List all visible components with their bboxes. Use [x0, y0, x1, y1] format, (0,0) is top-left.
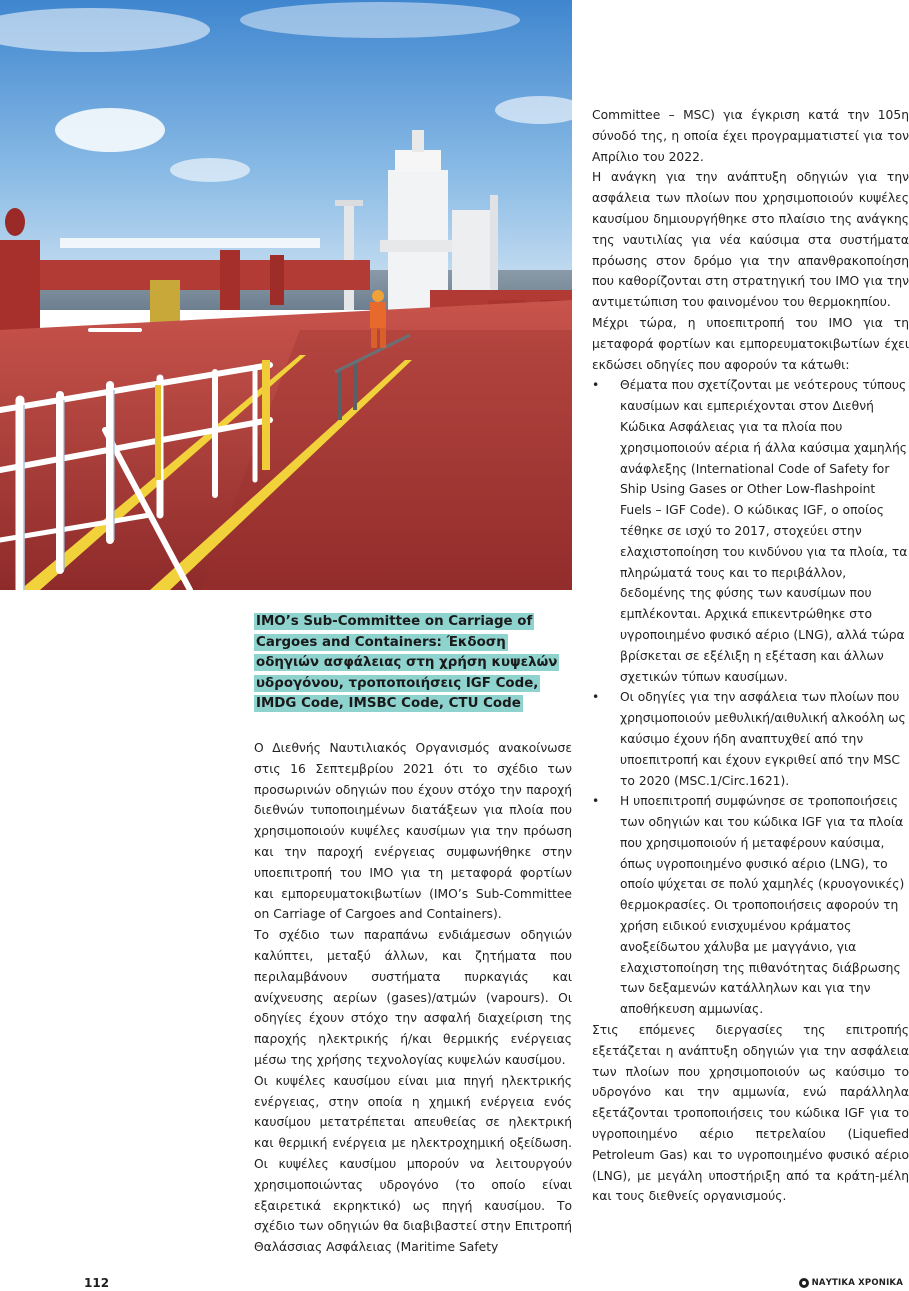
- headline-highlight: IMO’s Sub-Committee on Carriage of Cargoes and Containers: Έκδοση οδηγιών ασφάλειας στη χρήση κυψελών υδρογόνου, τροποποιήσεις IGF Code, IMDG Code, IMSBC Code, CTU Code: [256, 614, 558, 712]
- bullet-icon: •: [592, 690, 600, 705]
- page-number: 112: [84, 1276, 110, 1290]
- brand-name: ΝΑΥΤΙΚΑ ΧΡΟΝΙΚΑ: [811, 1278, 903, 1288]
- body-paragraph: Η ανάγκη για την ανάπτυξη οδηγιών για την ασφάλεια των πλοίων που χρησιμοποιούν κυψέλες καυσίμου δημιουργήθηκε στο πλαίσιο της ανάγκης της ναυτιλίας για νέα καύσιμα στα συστήματα πρόωσης στον δρόμο για την απανθρακοποίηση που καθορίζονται στη στρατηγική του ΙΜΟ για την αντιμετώπιση του φαινομένου του θερμοκηπίου.: [592, 170, 909, 310]
- body-paragraph: Οι κυψέλες καυσίμου είναι μια πηγή ηλεκτρικής ενέργειας, στην οποία η χημική ενέργεια ενός καυσίμου μετατρέπεται απευθείας σε ηλεκτρική και θερμική ενέργεια με ηλεκτροχημική οξείδωση. Οι κυψέλες καυσίμου μπορούν να λειτουργούν χρησιμοποιώντας υδρογόνο (το οποίο είναι εξαιρετικά εκρηκτικό) ως πηγή καυσίμου. Το σχέδιο των οδηγιών θα διαβιβαστεί στην Επιτροπή Θαλάσσιας Ασφάλειας (Maritime Safety: [254, 1073, 572, 1255]
- article-headline-box: [254, 612, 572, 715]
- tanker-deck-photo: [0, 0, 572, 590]
- brand-logo-icon: [799, 1278, 809, 1288]
- bullet-icon: •: [592, 794, 600, 809]
- bullet-item: [592, 687, 909, 791]
- bullet-text: Η υποεπιτροπή συμφώνησε σε τροποποιήσεις των οδηγιών και του κώδικα IGF για τα πλοία που χρησιμοποιούν ή μεταφέρουν καύσιμα, όπως υγροποιημένο φυσικό αέριο (LNG), το οποίο ψύχεται σε πολύ χαμηλές (κρυογονικές) θερμοκρασίες. Οι τροποποιήσεις αφορούν τη χρήση ειδικού ενισχυμένου κράματος ανοξείδωτου χάλυβα με μαγγάνιο, για ελαχιστοποίηση της πιθανότητας διάβρωσης των δεξαμενών κατάλληλων και για την αποθήκευση αμμωνίας.: [620, 794, 905, 1017]
- publication-brand: [799, 1278, 903, 1288]
- body-paragraph: Το σχέδιο των παραπάνω ενδιάμεσων οδηγιών καλύπτει, μεταξύ άλλων, και ζητήματα που περιλαμβάνουν συστήματα πυρκαγιάς και ανίχνευσης αερίων (gases)/ατμών (vapours). Οι οδηγίες έχουν στόχο την ασφαλή διαχείριση της παροχής ηλεκτρικής ή/και θερμικής ενέργειας μέσω της χρήσης τεχνολογίας κυψελών καυσίμου.: [254, 928, 572, 1067]
- left-text-column: [254, 738, 572, 1258]
- bullet-item: [592, 791, 909, 1020]
- bullet-text: Οι οδηγίες για την ασφάλεια των πλοίων που χρησιμοποιούν μεθυλική/αιθυλική αλκοόλη ως καύσιμο έχουν ήδη αναπτυχθεί από την υποεπιτροπή και έχουν εγκριθεί από την MSC το 2020 (MSC.1/Circ.1621).: [620, 690, 906, 788]
- article-headline: [254, 612, 572, 715]
- bullet-item: [592, 375, 909, 687]
- body-paragraph: Ο Διεθνής Ναυτιλιακός Οργανισμός ανακοίνωσε στις 16 Σεπτεμβρίου 2021 ότι το σχέδιο των προσωρινών οδηγιών που έχουν στόχο την παροχή διεθνών τυποποιημένων διατάξεων για πλοία που χρησιμοποιούν κυψέλες καυσίμων για την πρόωση και την παροχή ενέργειας συμφωνήθηκε στην υποεπιτροπή του ΙΜΟ για τη μεταφορά φορτίων και εμπορευματοκιβωτίων (IMO’s Sub-Committee on Carriage of Cargoes and Containers).: [254, 741, 572, 922]
- guidelines-bullet-list: [592, 375, 909, 1020]
- right-text-column: [592, 105, 909, 1207]
- body-paragraph: Committee – MSC) για έγκριση κατά την 105η σύνοδό της, η οποία έχει προγραμματιστεί για τον Απρίλιο του 2022.: [592, 108, 909, 164]
- body-paragraph: Στις επόμενες διεργασίες της επιτροπής εξετάζεται η ανάπτυξη οδηγιών για την ασφάλεια των πλοίων που χρησιμοποιούν ως καύσιμο το υδρογόνο και την αμμωνία, ενώ παράλληλα εξετάζονται τροποποιήσεις του κώδικα IGF για το υγροποιημένο αέριο πετρελαίου (Liquefied Petroleum Gas) και το υγροποιημένο φυσικό αέριο (LNG), με μεγάλη υποστήριξη από τα κράτη-μέλη και τους διεθνείς οργανισμούς.: [592, 1023, 909, 1204]
- bullet-text: Θέματα που σχετίζονται με νεότερους τύπους καυσίμων και εμπεριέχονται στον Διεθνή Κώδικα Ασφάλειας για τα πλοία που χρησιμοποιούν αέρια ή άλλα καύσιμα χαμηλής ανάφλεξης (International Code of Safety for Ship Using Gases or Other Low-flashpoint Fuels – IGF Code). Ο κώδικας IGF, ο οποίος τέθηκε σε ισχύ το 2017, στοχεύει στην ελαχιστοποίηση του κινδύνου για τα πλοία, τα πληρώματά τους και το περιβάλλον, δεδομένης της φύσης των καυσίμων που εμπλέκονται. Αρχικά επικεντρώθηκε στο υγροποιημένο φυσικό αέριο (LNG), αλλά τώρα βρίσκεται σε εξέλιξη η εξέταση και άλλων σχετικών τύπων καυσίμων.: [620, 378, 908, 684]
- bullet-icon: •: [592, 378, 600, 393]
- body-paragraph: Μέχρι τώρα, η υποεπιτροπή του ΙΜΟ για τη μεταφορά φορτίων και εμπορευματοκιβωτίων έχει εκδώσει οδηγίες που αφορούν τα κάτωθι:: [592, 315, 909, 372]
